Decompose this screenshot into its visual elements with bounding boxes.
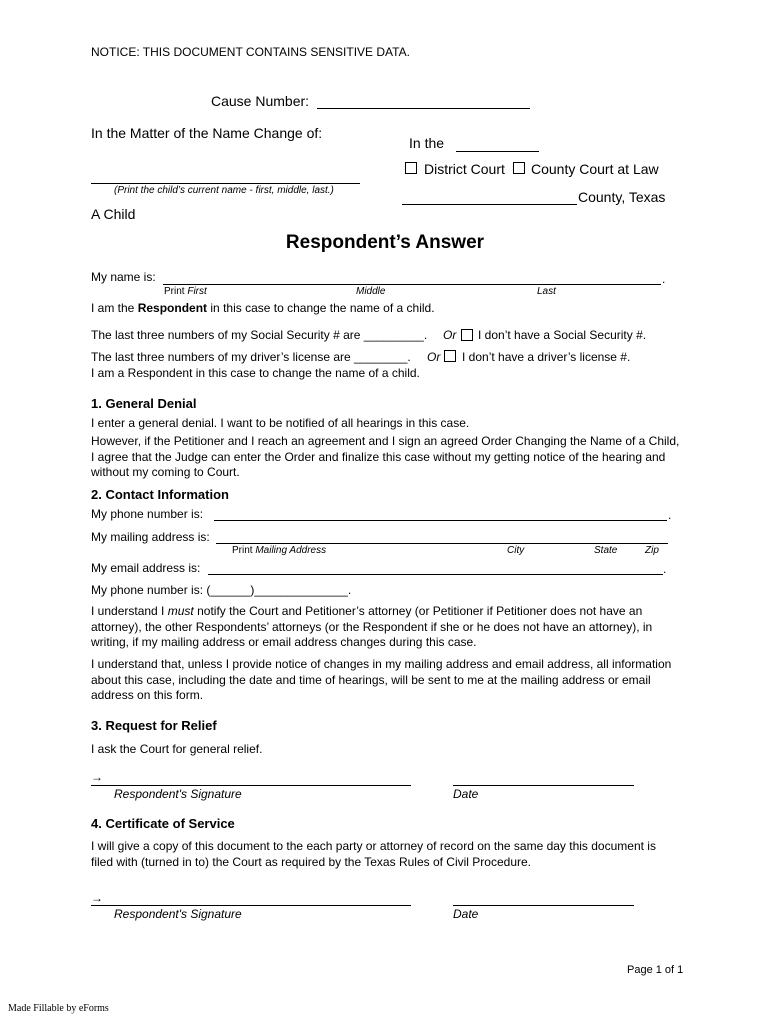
- print-mailing-print: Print: [232, 545, 253, 556]
- signature-field-2[interactable]: [91, 905, 411, 906]
- must-italic: must: [167, 604, 194, 618]
- made-fillable-footer: Made Fillable by eForms: [8, 1003, 109, 1014]
- district-court-checkbox[interactable]: [405, 162, 417, 174]
- page-number: Page 1 of 1: [627, 964, 684, 976]
- contact-info-heading: 2. Contact Information: [91, 487, 229, 502]
- zip-label: Zip: [645, 545, 659, 556]
- email-field[interactable]: [208, 574, 663, 575]
- respondent-statement: [91, 301, 435, 315]
- name-period: .: [662, 272, 666, 286]
- ssn-text: The last three numbers of my Social Security # are _________.: [91, 328, 428, 342]
- respondent-name-field[interactable]: [163, 284, 661, 285]
- relief-text: I ask the Court for general relief.: [91, 742, 263, 756]
- i-am-the-text: I am the: [91, 301, 135, 315]
- general-denial-heading: 1. General Denial: [91, 396, 197, 411]
- arrow-icon: →: [91, 770, 103, 784]
- ssn-or: Or: [443, 328, 457, 342]
- certificate-service-heading: 4. Certificate of Service: [91, 816, 235, 831]
- mailing-address-field[interactable]: [216, 543, 668, 544]
- certificate-text: I will give a copy of this document to the each party or attorney of record on the same day this document is filed with (turned in to) the Court as required by the Texas Rules of Civil Procedure.: [91, 839, 656, 869]
- no-ssn-label: I don’t have a Social Security #.: [478, 328, 647, 342]
- name-hint-print: [164, 286, 207, 297]
- must-post: notify the Court and Petitioner’s attorney (or Petitioner if Petitioner does not have an attorney), the other Respondents’ attorneys (or the Respondent if she or he does not have an attorney), in writing, if my mailing address or email address changes during this case.: [91, 604, 653, 649]
- date-label-2: Date: [453, 907, 479, 921]
- phone-field[interactable]: [214, 520, 667, 521]
- cause-number-label: Cause Number:: [211, 93, 310, 109]
- first-label: First: [187, 286, 207, 297]
- print-label: Print: [164, 286, 185, 297]
- dl-or: Or: [427, 350, 441, 364]
- sensitive-data-notice: NOTICE: THIS DOCUMENT CONTAINS SENSITIVE DATA.: [91, 45, 410, 59]
- county-name-field[interactable]: [402, 204, 577, 205]
- respondent-bold: Respondent: [137, 301, 208, 315]
- no-dl-label: I don’t have a driver’s license #.: [462, 350, 631, 364]
- must-notify-paragraph: [91, 604, 681, 651]
- general-denial-p1: I enter a general denial. I want to be notified of all hearings in this case.: [91, 416, 470, 430]
- county-court-label: County Court at Law: [531, 161, 659, 177]
- no-ssn-checkbox[interactable]: [461, 329, 473, 341]
- phone-label: My phone number is:: [91, 507, 204, 521]
- request-relief-heading: 3. Request for Relief: [91, 718, 217, 733]
- a-child-label: A Child: [91, 206, 136, 222]
- middle-label: Middle: [356, 286, 386, 297]
- email-label: My email address is:: [91, 561, 201, 575]
- cause-number-field[interactable]: [317, 108, 530, 109]
- general-denial-p2: However, if the Petitioner and I reach an agreement and I sign an agreed Order Changing the Name of a Child, I agree that the Judge can enter the Order and finalize this case without my getting notice of the hearing and without my coming to Court.: [91, 434, 680, 479]
- mailing-label: My mailing address is:: [91, 530, 210, 544]
- respondent-line: I am a Respondent in this case to change the name of a child.: [91, 366, 420, 380]
- child-name-hint: (Print the child’s current name - first, middle, last.): [114, 185, 334, 196]
- matter-of-label: In the Matter of the Name Change of:: [91, 125, 323, 141]
- state-label: State: [594, 545, 618, 556]
- my-name-label: My name is:: [91, 270, 156, 284]
- signature-label-2: Respondent's Signature: [114, 907, 242, 921]
- i-am-rest-text: in this case to change the name of a child.: [210, 301, 435, 315]
- signature-label-1: Respondent's Signature: [114, 787, 242, 801]
- city-label: City: [507, 545, 525, 556]
- email-period: .: [663, 562, 667, 576]
- date-field-2[interactable]: [453, 905, 634, 906]
- no-dl-checkbox[interactable]: [444, 350, 456, 362]
- phone2-line[interactable]: My phone number is: (______)______________.: [91, 583, 352, 597]
- notice-changes-paragraph: I understand that, unless I provide notice of changes in my mailing address and email address, all information about this case, including the date and time of hearings, will be sent to me at the mailing address or email address on this form.: [91, 657, 672, 702]
- dl-text: The last three numbers of my driver’s license are ________.: [91, 350, 411, 364]
- court-number-field[interactable]: [456, 151, 539, 152]
- phone-period: .: [668, 508, 672, 522]
- page-title: Respondent’s Answer: [285, 232, 485, 253]
- print-mailing-label: [232, 545, 326, 556]
- date-label-1: Date: [453, 787, 479, 801]
- must-pre: I understand I: [91, 604, 165, 618]
- mailing-address-word: Mailing Address: [255, 545, 327, 556]
- district-court-label: District Court: [424, 161, 505, 177]
- in-the-label: In the: [409, 135, 445, 151]
- last-label: Last: [537, 286, 556, 297]
- signature-field-1[interactable]: [91, 785, 411, 786]
- county-texas-label: County, Texas: [578, 189, 666, 205]
- arrow-icon: →: [91, 891, 103, 905]
- date-field-1[interactable]: [453, 785, 634, 786]
- county-court-checkbox[interactable]: [513, 162, 525, 174]
- child-name-field[interactable]: [91, 183, 360, 184]
